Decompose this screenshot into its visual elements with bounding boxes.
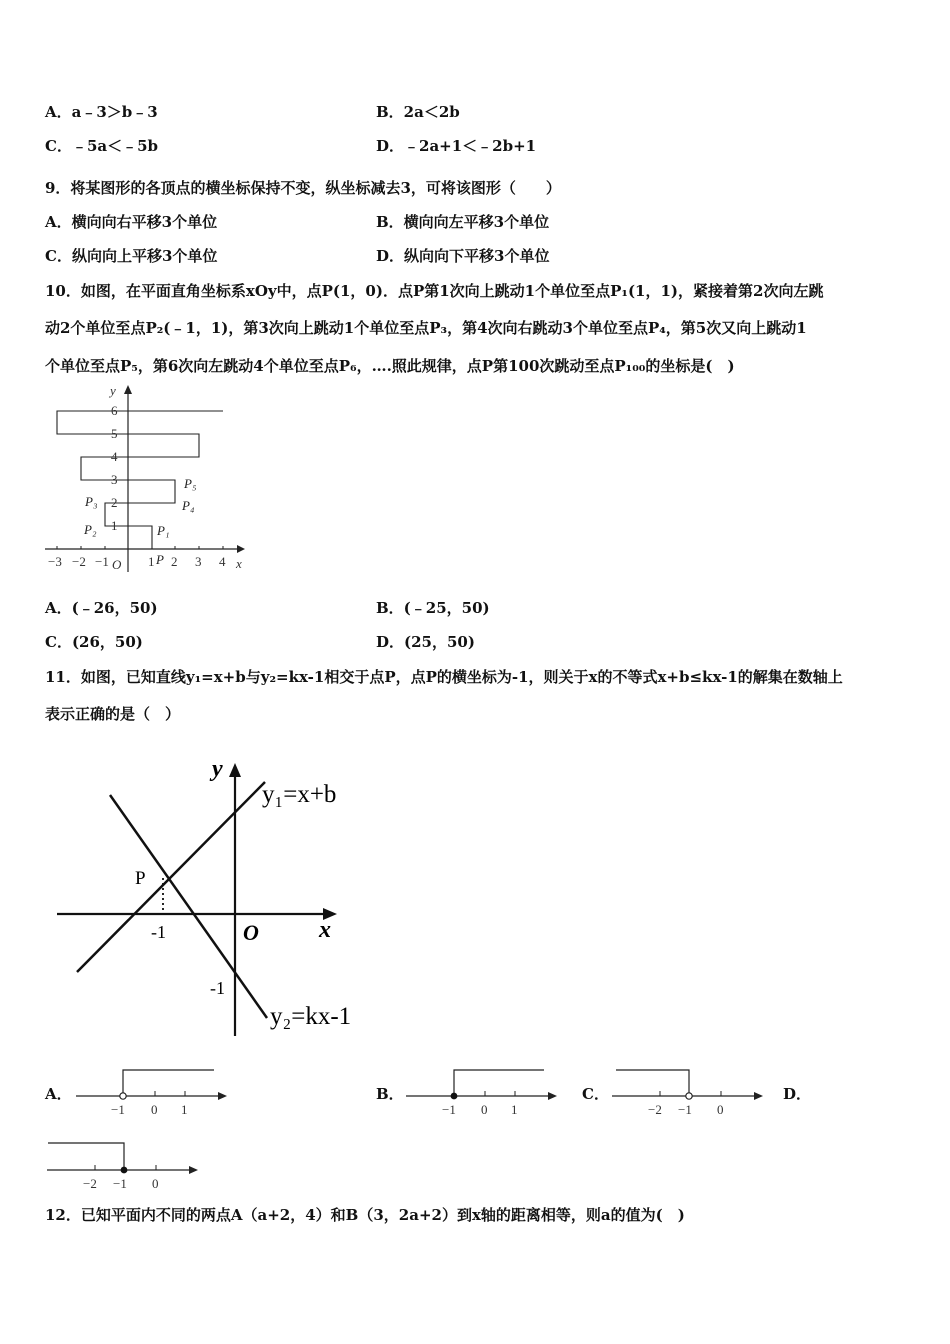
q8-option-d: D．﹣2a+1＜﹣2b+1: [376, 137, 537, 155]
open-dot-icon: [120, 1093, 126, 1099]
nl-tick-label: 0: [481, 1102, 488, 1117]
q9-stem: 9．将某图形的各顶点的横坐标保持不变，纵坐标减去3，可将该图形（ ）: [45, 179, 561, 197]
q10-point-p1: P₁: [157, 523, 170, 538]
nl-tick-label: −1: [113, 1176, 127, 1191]
q11-numberline-a: [72, 1064, 232, 1120]
arrow-icon: [548, 1092, 557, 1100]
q11-x-label: x: [319, 917, 331, 943]
q11-option-d: D．: [783, 1085, 812, 1103]
q10-ytick: 4: [111, 449, 118, 464]
q10-stem-line2: 动2个单位至点P₂(﹣1，1)，第3次向上跳动1个单位至点P₃，第4次向右跳动3个单位至点P₄，第5次又向上跳动1: [45, 319, 807, 337]
nl-tick-label: −2: [648, 1102, 662, 1117]
q10-xtick: −2: [72, 554, 86, 569]
q10-ytick: 3: [111, 472, 118, 487]
q10-xtick: −3: [48, 554, 62, 569]
q10-stem-line3: 个单位至点P₅，第6次向左跳动4个单位至点P₆，….照此规律，点P第100次跳动至点P₁₀₀的坐标是( ): [45, 357, 735, 375]
q10-point-p3: P₃: [85, 494, 98, 509]
nl-tick-label: 0: [152, 1176, 159, 1191]
q11-y2-label: y₂=kx-1: [270, 1003, 352, 1030]
q10-point-p2: P₂: [84, 522, 97, 537]
nl-tick-label: 0: [717, 1102, 724, 1117]
q10-ytick: 2: [111, 495, 118, 510]
q10-point-p: P: [156, 552, 164, 567]
q10-ytick: 5: [111, 426, 118, 441]
nl-tick-label: 1: [181, 1102, 188, 1117]
solid-dot-icon: [121, 1167, 128, 1174]
q10-option-c: C．(26，50): [45, 633, 143, 651]
nl-tick-label: −1: [111, 1102, 125, 1117]
q8-option-a: A．a﹣3＞b﹣3: [45, 103, 158, 121]
q11-option-c: C．: [582, 1085, 609, 1103]
arrow-icon: [189, 1166, 198, 1174]
q11-line-y1: [77, 782, 265, 972]
q11-y-minus1: -1: [210, 978, 225, 998]
q10-point-p4: P₄: [182, 498, 195, 513]
q10-point-p5: P₅: [184, 476, 197, 491]
q10-xtick: −1: [95, 554, 109, 569]
q11-y-label: y: [212, 756, 223, 782]
q11-option-a: A．: [45, 1085, 72, 1103]
q11-option-b: B．: [376, 1085, 404, 1103]
q10-xtick: 4: [219, 554, 226, 569]
q10-origin-label: O: [112, 557, 122, 572]
q11-y-axis-arrow-icon: [229, 763, 241, 777]
q11-line-y2: [110, 795, 267, 1018]
q10-y-label: y: [110, 383, 116, 398]
nl-tick-label: −2: [83, 1176, 97, 1191]
nl-tick-label: 1: [511, 1102, 518, 1117]
q9-option-b: B．横向向左平移3个单位: [376, 213, 550, 231]
q10-option-b: B．(﹣25，50): [376, 599, 490, 617]
solid-dot-icon: [451, 1093, 458, 1100]
q9-option-a: A．横向向右平移3个单位: [45, 213, 218, 231]
q10-xtick: 1: [148, 554, 155, 569]
q11-lines-figure: [55, 750, 375, 1040]
q11-p-label: P: [135, 868, 146, 889]
q11-numberline-d: [45, 1138, 205, 1194]
nl-tick-label: 0: [151, 1102, 158, 1117]
q10-stem-line1: 10．如图，在平面直角坐标系xOy中，点P(1，0)．点P第1次向上跳动1个单位至点P₁(1，1)，紧接着第2次向左跳: [45, 282, 824, 300]
q10-jump-figure: [40, 382, 255, 577]
q10-jump-path: [57, 411, 223, 549]
q11-numberline-b: [402, 1064, 562, 1120]
q10-option-d: D．(25，50): [376, 633, 475, 651]
q10-x-label: x: [236, 556, 242, 571]
q11-numberline-c: [608, 1064, 768, 1120]
q8-option-b: B．2a＜2b: [376, 103, 460, 121]
nl-tick-label: −1: [678, 1102, 692, 1117]
q12-stem: 12．已知平面内不同的两点A（a+2，4）和B（3，2a+2）到x轴的距离相等，则a的值为( ): [45, 1206, 685, 1224]
q10-xtick: 2: [171, 554, 178, 569]
q8-option-c: C．﹣5a＜﹣5b: [45, 137, 159, 155]
arrow-icon: [218, 1092, 227, 1100]
q10-x-axis-arrow-icon: [237, 545, 245, 553]
q11-y1-label: y₁=x+b: [262, 781, 337, 808]
arrow-icon: [754, 1092, 763, 1100]
nl-tick-label: −1: [442, 1102, 456, 1117]
open-dot-icon: [686, 1093, 692, 1099]
q10-y-axis-arrow-icon: [124, 385, 132, 394]
q11-origin-label: O: [243, 920, 259, 945]
q9-option-d: D．纵向向下平移3个单位: [376, 247, 550, 265]
q11-stem-line2: 表示正确的是（ ）: [45, 705, 181, 723]
q10-ytick: 1: [111, 518, 118, 533]
q11-stem-line1: 11．如图，已知直线y₁=x+b与y₂=kx-1相交于点P，点P的横坐标为-1，则关于x的不等式x+b≤kx-1的解集在数轴上: [45, 668, 843, 686]
q11-x-minus1: -1: [151, 922, 166, 942]
q10-ytick: 6: [111, 403, 118, 418]
q9-option-c: C．纵向向上平移3个单位: [45, 247, 218, 265]
q10-option-a: A．(﹣26，50): [45, 599, 158, 617]
q10-xtick: 3: [195, 554, 202, 569]
